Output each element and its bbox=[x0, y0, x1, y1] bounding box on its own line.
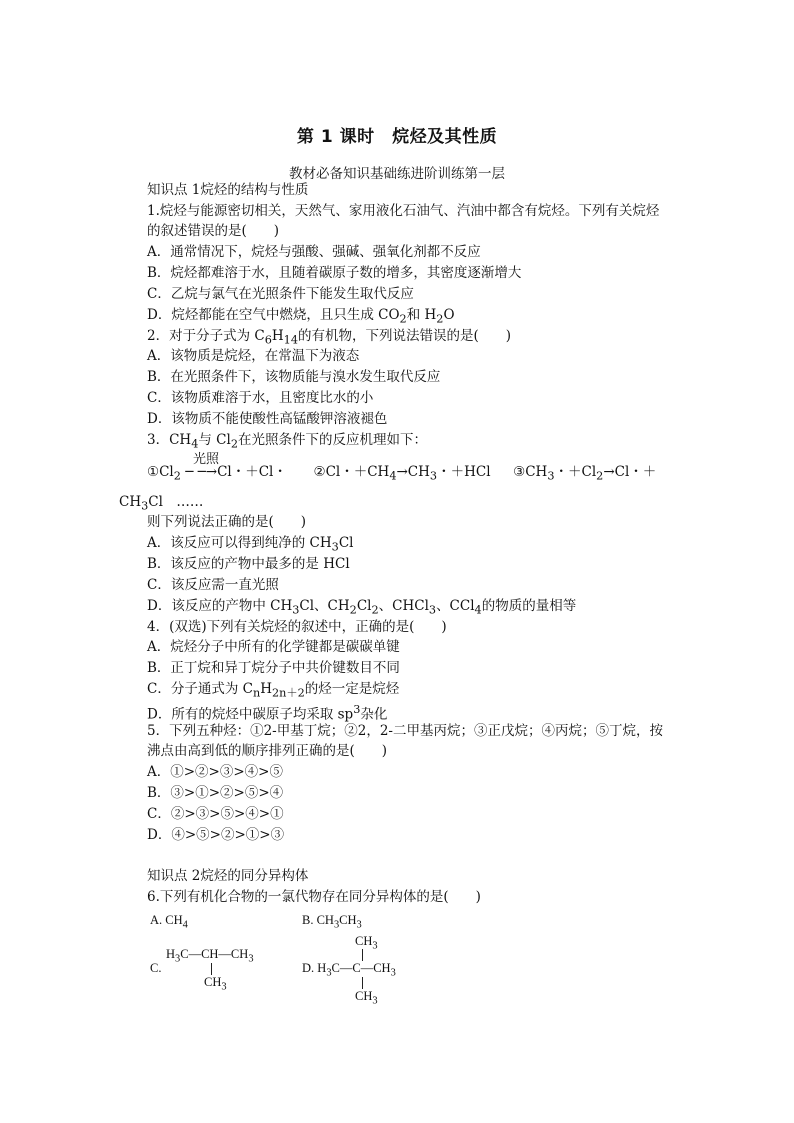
q6-option-c-branch: $CH_3$ bbox=[204, 975, 227, 993]
q6-stem: 6.下列有机化合物的一氯代物存在同分异构体的是( ) bbox=[147, 889, 481, 905]
q5-stem-cont: 沸点由高到低的顺序排列正确的是( ) bbox=[147, 743, 388, 759]
q2-option-b: B．在光照条件下，该物质能与溴水发生取代反应 bbox=[147, 369, 441, 385]
reaction-3-cont: $CH_3Cl$ …… bbox=[119, 494, 204, 513]
section-heading-1: 知识点 1烷烃的结构与性质 bbox=[147, 182, 309, 198]
q3-ask: 则下列说法正确的是( ) bbox=[147, 514, 307, 530]
q5-option-d: D．④>⑤>②>①>③ bbox=[147, 827, 285, 843]
q3-option-b: B．该反应的产物中最多的是 HCl bbox=[147, 556, 350, 572]
q5-option-c: C．②>③>⑤>④>① bbox=[147, 806, 284, 822]
q5-stem: 5．下列五种烃：①2-甲基丁烷；②2，2-二甲基丙烷；③正戊烷；④丙烷；⑤丁烷，按 bbox=[147, 723, 663, 739]
q6-option-c-label: C. bbox=[150, 961, 162, 975]
q4-option-a: A．烷烃分子中所有的化学键都是碳碳单键 bbox=[147, 639, 400, 655]
q1-stem-cont: 的叙述错误的是( ) bbox=[147, 223, 280, 239]
q4-stem: 4．(双选)下列有关烷烃的叙述中，正确的是( ) bbox=[147, 619, 447, 635]
q6-option-b: B. $CH_3CH_3$ bbox=[302, 913, 362, 931]
q4-option-d: D．所有的烷烃中碳原子均采取 $sp^3$杂化 bbox=[147, 703, 388, 723]
q2-stem: 2．对于分子式为 $C_6H_{14}$的有机物，下列说法错误的是( ) bbox=[147, 328, 512, 347]
q6-option-d-top-methyl: $CH_3$ bbox=[355, 934, 378, 952]
q1-option-d: D．烷烃都能在空气中燃烧，且只生成 $CO_2$和 $H_2O$ bbox=[147, 307, 455, 326]
section-heading-2: 知识点 2烷烃的同分异构体 bbox=[147, 868, 309, 884]
q2-option-a: A．该物质是烷烃，在常温下为液态 bbox=[147, 348, 360, 364]
q1-stem: 1.烷烃与能源密切相关，天然气、家用液化石油气、汽油中都含有烷烃。下列有关烷烃 bbox=[147, 203, 660, 219]
q3-option-c: C．该反应需一直光照 bbox=[147, 577, 279, 593]
q2-option-d: D．该物质不能使酸性高锰酸钾溶液褪色 bbox=[147, 411, 388, 427]
reaction-3: $③CH_3$・$+Cl_2\to Cl$・＋ bbox=[513, 464, 657, 483]
q6-option-a: A. $CH_4$ bbox=[150, 913, 188, 931]
q6-option-c-bond bbox=[211, 963, 212, 975]
q6-option-d-bottom-methyl: $CH_3$ bbox=[355, 989, 378, 1007]
q6-option-d-bond-bottom bbox=[362, 977, 363, 989]
q6-option-d-main-chain: D. $H_3C—C—CH_3$ bbox=[302, 961, 396, 979]
q4-option-c: C．分子通式为 $C_nH_{2n+2}$的烃一定是烷烃 bbox=[147, 681, 400, 700]
q6-option-d-bond-top bbox=[362, 949, 363, 961]
q3-stem: 3．$CH_4$与 $Cl_2$在光照条件下的反应机理如下： bbox=[147, 432, 427, 451]
q2-option-c: C．该物质难溶于水，且密度比水的小 bbox=[147, 390, 374, 406]
q3-option-d: D．该反应的产物中 $CH_3Cl$、$CH_2Cl_2$、CHCl$_3$、CCl$_4$的物质的量相等 bbox=[147, 598, 577, 617]
q3-option-a: A．该反应可以得到纯净的 $CH_3Cl$ bbox=[147, 535, 354, 554]
q1-option-c: C．乙烷与氯气在光照条件下能发生取代反应 bbox=[147, 286, 414, 302]
q3-reaction-line bbox=[147, 462, 656, 487]
q5-option-a: A．①>②>③>④>⑤ bbox=[147, 764, 283, 780]
page-subtitle: 教材必备知识基础练进阶训练第一层 bbox=[289, 166, 505, 182]
reaction-1: $①Cl_2$ ─ ─→Cl・＋Cl・ bbox=[147, 464, 287, 483]
q6-option-c-main-chain: $H_3C—CH—CH_3$ bbox=[166, 947, 254, 965]
q4-option-b: B．正丁烷和异丁烷分子中共价键数目不同 bbox=[147, 660, 400, 676]
reaction-2: ②Cl・$+CH_4\to CH_3$・＋HCl bbox=[313, 464, 491, 483]
q5-option-b: B．③>①>②>⑤>④ bbox=[147, 785, 284, 801]
q1-option-b: B．烷烃都难溶于水，且随着碳原子数的增多，其密度逐渐增大 bbox=[147, 265, 522, 281]
page-title: 第 1 课时 烷烃及其性质 bbox=[296, 127, 498, 147]
q1-option-a: A．通常情况下，烷烃与强酸、强碱、强氧化剂都不反应 bbox=[147, 244, 481, 260]
light-condition-label: 光照 bbox=[193, 452, 220, 467]
